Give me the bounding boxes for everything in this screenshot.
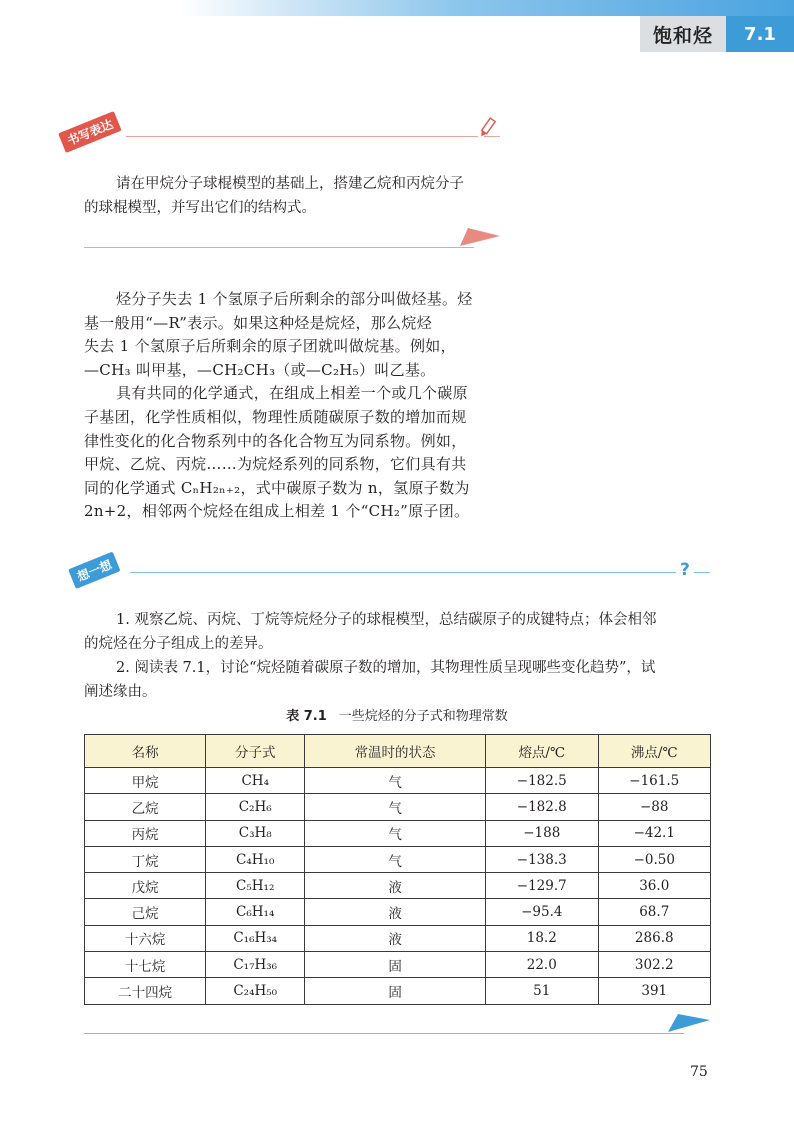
cell-formula: CH₄ [206,768,305,794]
think-bottom-rule [84,1033,684,1034]
think-line: 阐述缘由。 [84,684,157,700]
think-top-rule-end [694,572,710,573]
cell-formula: C₂₄H₅₀ [206,978,305,1004]
table-row [85,978,711,1004]
main-line: 具有共同的化学通式，在组成上相差一个或几个碳原 [116,384,468,403]
cell-melting: −182.5 [486,768,598,794]
cell-state: 液 [305,899,486,925]
writing-arrow-icon [460,226,502,250]
chapter-title: 饱和烃 [640,16,726,52]
table-row [85,768,711,794]
header-boiling-point: 沸点/℃ [598,735,711,768]
think-line: 2. 阅读表 7.1，讨论“烷烃随着碳原子数的增加，其物理性质呈现哪些变化趋势”，试 [116,660,656,676]
think-badge: 想一想 [68,552,120,589]
cell-boiling: 302.2 [598,952,711,978]
cell-state: 固 [305,978,486,1004]
main-line: —CH₃ 叫甲基，—CH₂CH₃（或—C₂H₅）叫乙基。 [84,360,436,379]
cell-formula: C₁₆H₃₄ [206,925,305,951]
cell-formula: C₃H₈ [206,820,305,846]
main-line: 烃分子失去 1 个氢原子后所剩余的部分叫做烃基。烃 [116,290,473,308]
writing-line-2: 的球棍模型，并写出它们的结构式。 [84,200,316,216]
main-line: 失去 1 个氢原子后所剩余的原子团就叫做烷基。例如， [84,337,456,356]
cell-boiling: 68.7 [598,899,711,925]
writing-top-rule-end [484,136,500,137]
table-row [85,952,711,978]
cell-formula: C₅H₁₂ [206,873,305,899]
think-top-rule [130,572,676,573]
cell-name: 丁烷 [85,846,206,872]
header-formula: 分子式 [206,735,305,768]
cell-name: 十六烷 [85,925,206,951]
cell-state: 液 [305,925,486,951]
table-caption [0,705,794,724]
cell-formula: C₄H₁₀ [206,846,305,872]
cell-formula: C₆H₁₄ [206,899,305,925]
header-state: 常温时的状态 [305,735,486,768]
think-line: 的烷烃在分子组成上的差异。 [84,636,273,652]
main-line: 基一般用“—R”表示。如果这种烃是烷烃，那么烷烃 [84,313,433,332]
page-number: 75 [690,1064,708,1080]
cell-boiling: −161.5 [598,768,711,794]
writing-top-rule [126,136,478,137]
cell-formula: C₂H₆ [206,794,305,820]
cell-boiling: −88 [598,794,711,820]
cell-boiling: −42.1 [598,820,711,846]
table-row [85,846,711,872]
cell-state: 固 [305,952,486,978]
header-melting-point: 熔点/℃ [486,735,598,768]
cell-melting: −95.4 [486,899,598,925]
cell-formula: C₁₇H₃₆ [206,952,305,978]
cell-melting: −182.8 [486,794,598,820]
header-name: 名称 [85,735,206,768]
alkane-properties-table [84,734,711,1005]
table-header-row [85,735,711,768]
chapter-tab [640,16,794,52]
question-mark-icon: ? [680,560,690,580]
main-line: 甲烷、乙烷、丙烷……为烷烃系列的同系物，它们具有共 [84,455,467,474]
cell-name: 甲烷 [85,768,206,794]
writing-bottom-rule [84,247,474,248]
cell-melting: 18.2 [486,925,598,951]
table-caption-text: 一些烷烃的分子式和物理常数 [338,709,508,724]
cell-boiling: 36.0 [598,873,711,899]
table-row [85,794,711,820]
table-caption-label: 表 7.1 [286,709,327,724]
main-line: 子基团，化学性质相似，物理性质随碳原子数的增加而规 [84,408,467,426]
main-line: 同的化学通式 CₙH₂ₙ₊₂，式中碳原子数为 n，氢原子数为 [84,478,470,497]
cell-boiling: 286.8 [598,925,711,951]
main-line: 2n+2，相邻两个烷烃在组成上相差 1 个“CH₂”原子团。 [84,502,470,521]
cell-state: 气 [305,794,486,820]
cell-name: 丙烷 [85,820,206,846]
think-arrow-icon [668,1012,712,1036]
cell-melting: −129.7 [486,873,598,899]
table-row [85,820,711,846]
cell-melting: −138.3 [486,846,598,872]
cell-name: 乙烷 [85,794,206,820]
cell-name: 己烷 [85,899,206,925]
cell-name: 二十四烷 [85,978,206,1004]
main-line: 律性变化的化合物系列中的各化合物互为同系物。例如， [84,431,467,450]
writing-line-1: 请在甲烷分子球棍模型的基础上，搭建乙烷和丙烷分子 [116,176,464,192]
table-row [85,873,711,899]
cell-state: 气 [305,846,486,872]
chapter-number: 7.1 [726,16,794,52]
cell-melting: −188 [486,820,598,846]
cell-melting: 51 [486,978,598,1004]
cell-state: 液 [305,873,486,899]
cell-melting: 22.0 [486,952,598,978]
cell-name: 十七烷 [85,952,206,978]
think-line: 1. 观察乙烷、丙烷、丁烷等烷烃分子的球棍模型，总结碳原子的成键特点；体会相邻 [116,612,657,628]
header-gradient-band [180,0,794,16]
cell-name: 戊烷 [85,873,206,899]
table-row [85,899,711,925]
cell-boiling: 391 [598,978,711,1004]
cell-boiling: −0.50 [598,846,711,872]
table-row [85,925,711,951]
cell-state: 气 [305,820,486,846]
writing-badge: 书写表达 [58,111,122,153]
cell-state: 气 [305,768,486,794]
